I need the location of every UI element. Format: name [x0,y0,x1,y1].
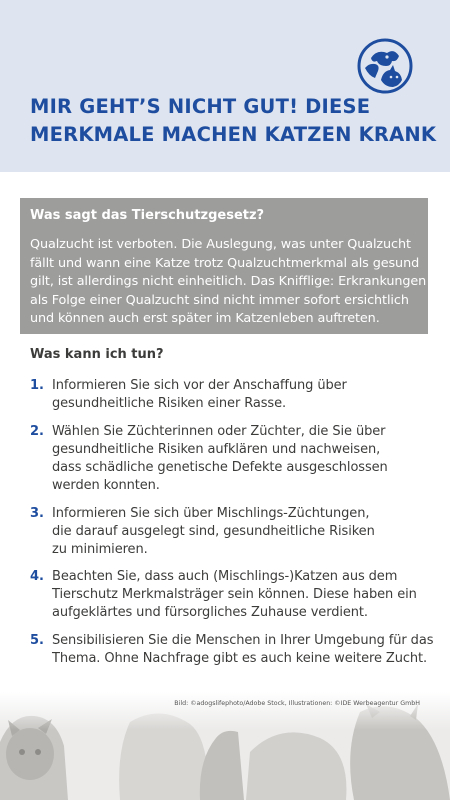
list-item-text [52,377,347,413]
list-item-line: gesundheitliche Risiken einer Rasse. [52,396,287,411]
cat-dog-logo-icon [357,38,413,94]
list-item-line: Tierschutz Merkmalsträger sein können. Diese haben ein [52,587,417,602]
page-title [30,93,440,149]
list-item-line: gesundheitliche Risiken aufklären und nachweisen, [52,442,381,457]
list-item-text [52,423,388,495]
list-item-number: 5. [30,633,44,648]
list-item-line: Wählen Sie Züchterinnen oder Züchter, die Sie über [52,424,386,439]
list-item-text [52,568,417,622]
list-item-number: 4. [30,569,44,584]
law-info-box [20,198,428,334]
list-item-text [52,505,375,559]
list-item-line: Beachten Sie, dass auch (Mischlings-)Katzen aus dem [52,569,398,584]
title-line: MERKMALE MACHEN KATZEN KRANK [30,123,437,146]
list-item-line: dass schädliche genetische Defekte ausgeschlossen [52,460,388,475]
image-credit: Bild: ©adogslifephoto/Adobe Stock, Illustrationen: ©IDE Werbeagentur GmbH [174,700,420,707]
list-item-number: 3. [30,506,44,521]
law-box-line: als Folge einer Qualzucht sind nicht immer sofort ersichtlich [30,292,409,308]
law-box-line: Qualzucht ist verboten. Die Auslegung, was unter Qualzucht [30,237,411,252]
title-line: MIR GEHT’S NICHT GUT! DIESE [30,95,371,118]
list-item-line: Informieren Sie sich über Mischlings-Züchtungen, [52,506,370,521]
list-item-number: 1. [30,378,44,393]
list-item-line: die darauf ausgelegt sind, gesundheitliche Risiken [52,524,375,539]
list-item-line: Sensibilisieren Sie die Menschen in Ihrer Umgebung für das [52,633,434,648]
list-item-number: 2. [30,424,44,439]
list-item-line: Informieren Sie sich vor der Anschaffung über [52,378,347,393]
law-box-line: und können auch erst später im Katzenleben auftreten. [30,311,380,326]
law-box-line: fällt und wann eine Katze trotz Qualzuchtmerkmal als gesund [30,255,420,271]
list-item-line: werden konnten. [52,478,160,493]
law-box-heading: Was sagt das Tierschutzgesetz? [30,208,265,223]
list-item-line: Thema. Ohne Nachfrage gibt es auch keine weitere Zucht. [52,651,428,666]
actions-heading: Was kann ich tun? [30,347,164,362]
law-box-line: gilt, ist allerdings nicht einheitlich. Das Knifflige: Erkrankungen [30,274,427,289]
header-banner [0,0,450,172]
cats-photo [0,692,450,800]
list-item-text [52,632,433,668]
list-item-line: zu minimieren. [52,542,148,557]
list-item-line: aufgeklärtes und fürsorgliches Zuhause verdient. [52,605,368,620]
